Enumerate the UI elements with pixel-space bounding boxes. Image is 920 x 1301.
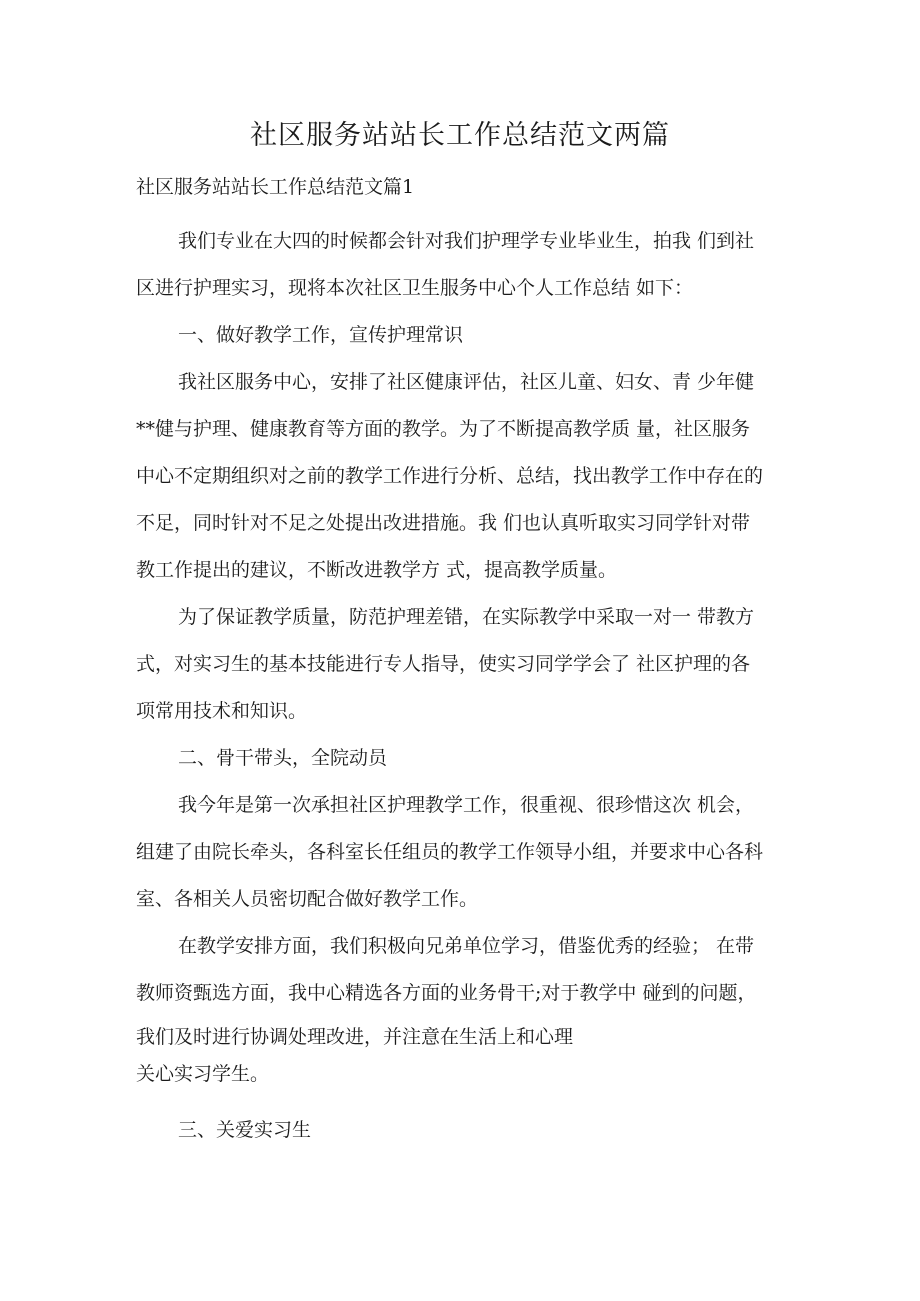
text-line: 教师资甄选方面，我中心精选各方面的业务骨干;对于教学中 碰到的问题， xyxy=(136,982,757,1004)
paragraph-intro xyxy=(136,218,804,312)
paragraph-arrangement xyxy=(136,923,804,1091)
text-line: 我们专业在大四的时候都会针对我们护理学专业毕业生，拍我 们到社 xyxy=(178,230,755,252)
paragraph-teaching xyxy=(136,359,804,594)
text-line: 为了保证教学质量，防范护理差错，在实际教学中采取一对一 带教方 xyxy=(178,606,755,628)
text-line: 在教学安排方面，我们积极向兄弟单位学习，借鉴优秀的经验； 在带 xyxy=(178,935,755,957)
text-line: 中心不定期组织对之前的教学工作进行分析、总结，找出教学工作中存在的 xyxy=(136,465,764,487)
text-line: 区进行护理实习，现将本次社区卫生服务中心个人工作总结 如下： xyxy=(136,277,694,299)
text-line: 我社区服务中心，安排了社区健康评估，社区儿童、妇女、青 少年健 xyxy=(178,371,755,393)
document-subtitle: 社区服务站站长工作总结范文篇1 xyxy=(136,176,415,198)
text-line: 关心实习学生。 xyxy=(136,1063,270,1085)
section-heading-1: 一、做好教学工作，宣传护理常识 xyxy=(178,324,464,346)
section-heading-3: 三、关爱实习生 xyxy=(178,1119,312,1141)
text-line: 教工作提出的建议，不断改进教学方 式，提高教学质量。 xyxy=(136,559,618,581)
text-line: 室、各相关人员密切配合做好教学工作。 xyxy=(136,888,479,910)
document-body xyxy=(136,218,804,1154)
document-title: 社区服务站站长工作总结范文两篇 xyxy=(250,120,670,151)
text-line: 项常用技术和知识。 xyxy=(136,700,308,722)
text-line: 我今年是第一次承担社区护理教学工作，很重视、很珍惜这次 机会， xyxy=(178,794,755,816)
text-line: **健与护理、健康教育等方面的教学。为了不断提高教学质 量，社区服务 xyxy=(136,418,751,440)
text-line: 式，对实习生的基本技能进行专人指导，使实习同学学会了 社区护理的各 xyxy=(136,653,751,675)
section-heading-2: 二、骨干带头，全院动员 xyxy=(178,747,388,769)
text-line: 组建了由院长牵头，各科室长任组员的教学工作领导小组，并要求中心各科 xyxy=(136,841,764,863)
text-line: 不足，同时针对不足之处提出改进措施。我 们也认真听取实习同学针对带 xyxy=(136,512,751,534)
paragraph-quality xyxy=(136,594,804,735)
text-line: 我们及时进行协调处理改进，并注意在生活上和心理 xyxy=(136,1026,574,1048)
paragraph-leadership xyxy=(136,782,804,923)
